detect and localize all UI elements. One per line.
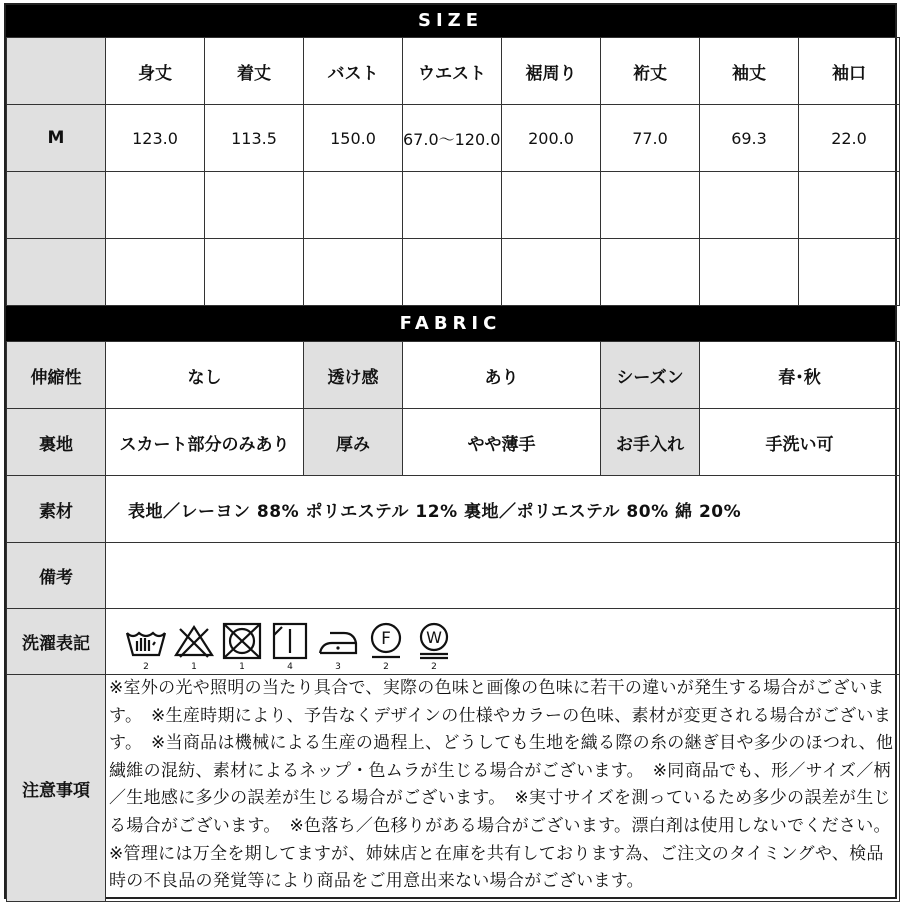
- material-label: 素材: [7, 476, 106, 543]
- size-label: M: [7, 105, 106, 172]
- size-value: 67.0〜120.0: [403, 105, 502, 172]
- size-value: [700, 239, 799, 306]
- no-bleach-icon: 1: [170, 621, 218, 672]
- notes-label: 注意事項: [7, 675, 106, 902]
- care-symbols: [106, 609, 900, 675]
- size-value: [601, 239, 700, 306]
- table-row: [7, 543, 900, 609]
- material-value: 表地／レーヨン 88% ポリエステル 12% 裏地／ポリエステル 80% 綿 20%: [106, 476, 900, 543]
- size-value: [403, 172, 502, 239]
- season-label: シーズン: [601, 342, 700, 409]
- size-value: 69.3: [700, 105, 799, 172]
- size-value: [106, 172, 205, 239]
- size-value: [502, 239, 601, 306]
- lining-label: 裏地: [7, 409, 106, 476]
- care-method-value: 手洗い可: [700, 409, 900, 476]
- remarks-value: [106, 543, 900, 609]
- size-header-row: [7, 38, 900, 105]
- table-row: [7, 476, 900, 543]
- size-header: SIZE: [6, 5, 895, 37]
- size-value: [700, 172, 799, 239]
- size-value: [304, 172, 403, 239]
- column-header: 袖丈: [700, 38, 799, 105]
- column-header: 裾周り: [502, 38, 601, 105]
- remarks-label: 備考: [7, 543, 106, 609]
- svg-text:F: F: [381, 628, 391, 649]
- sheerness-label: 透け感: [304, 342, 403, 409]
- size-corner-cell: [7, 38, 106, 105]
- season-value: 春･秋: [700, 342, 900, 409]
- column-header: 着丈: [205, 38, 304, 105]
- size-value: 150.0: [304, 105, 403, 172]
- size-value: [106, 239, 205, 306]
- sheerness-value: あり: [403, 342, 601, 409]
- size-label: [7, 239, 106, 306]
- dry-clean-f-icon: F 2: [362, 621, 410, 672]
- no-tumble-dry-icon: 1: [218, 621, 266, 672]
- stretch-label: 伸縮性: [7, 342, 106, 409]
- size-value: [205, 239, 304, 306]
- size-value: 123.0: [106, 105, 205, 172]
- svg-text:W: W: [426, 627, 442, 647]
- care-method-label: お手入れ: [601, 409, 700, 476]
- size-value: [205, 172, 304, 239]
- size-value: 77.0: [601, 105, 700, 172]
- table-row: [7, 409, 900, 476]
- size-table: [6, 37, 900, 306]
- lining-value: スカート部分のみあり: [106, 409, 304, 476]
- size-value: [403, 239, 502, 306]
- size-value: [799, 172, 900, 239]
- stretch-value: なし: [106, 342, 304, 409]
- size-label: [7, 172, 106, 239]
- table-row: [7, 675, 900, 902]
- column-header: 身丈: [106, 38, 205, 105]
- product-spec-sheet: [4, 3, 897, 899]
- column-header: バスト: [304, 38, 403, 105]
- notes-text: ※室外の光や照明の当たり具合で、実際の色味と画像の色味に若干の違いが発生する場合がございます。 ※生産時期により、予告なくデザインの仕様やカラーの色味、素材が変更される場合がございます。 ※当商品は機械による生産の過程上、どうしても生地を織る際の糸の継ぎ目や多少のほつれ、他繊維の混紡、素材によるネップ・色ムラが生じる場合がございます。 ※同商品でも、形／サイズ／柄／生地感に多少の誤差が生じる場合がございます。 ※実寸サイズを測っているため多少の誤差が生じる場合がございます。 ※色落ち／色移りがある場合がございます。漂白剤は使用しないでください。※管理には万全を期してますが、姉妹店と在庫を共有しております為、ご注文のタイミングや、検品時の不良品の発覚等により商品をご用意出来ない場合がございます。: [106, 675, 900, 902]
- size-value: [799, 239, 900, 306]
- size-value: 113.5: [205, 105, 304, 172]
- care-label: 洗濯表記: [7, 609, 106, 675]
- thickness-value: やや薄手: [403, 409, 601, 476]
- fabric-header: FABRIC: [6, 306, 895, 341]
- fabric-table: [6, 341, 900, 902]
- column-header: 裄丈: [601, 38, 700, 105]
- size-value: [601, 172, 700, 239]
- column-header: ウエスト: [403, 38, 502, 105]
- line-dry-icon: 4: [266, 621, 314, 672]
- column-header: 袖口: [799, 38, 900, 105]
- table-row: [7, 342, 900, 409]
- size-value: [304, 239, 403, 306]
- iron-icon: 3: [314, 621, 362, 672]
- hand-wash-icon: 2: [122, 621, 170, 672]
- size-value: 200.0: [502, 105, 601, 172]
- table-row: [7, 609, 900, 675]
- size-value: [502, 172, 601, 239]
- thickness-label: 厚み: [304, 409, 403, 476]
- wet-clean-w-icon: W 2: [410, 621, 458, 672]
- table-row: [7, 239, 900, 306]
- table-row: [7, 105, 900, 172]
- size-value: 22.0: [799, 105, 900, 172]
- table-row: [7, 172, 900, 239]
